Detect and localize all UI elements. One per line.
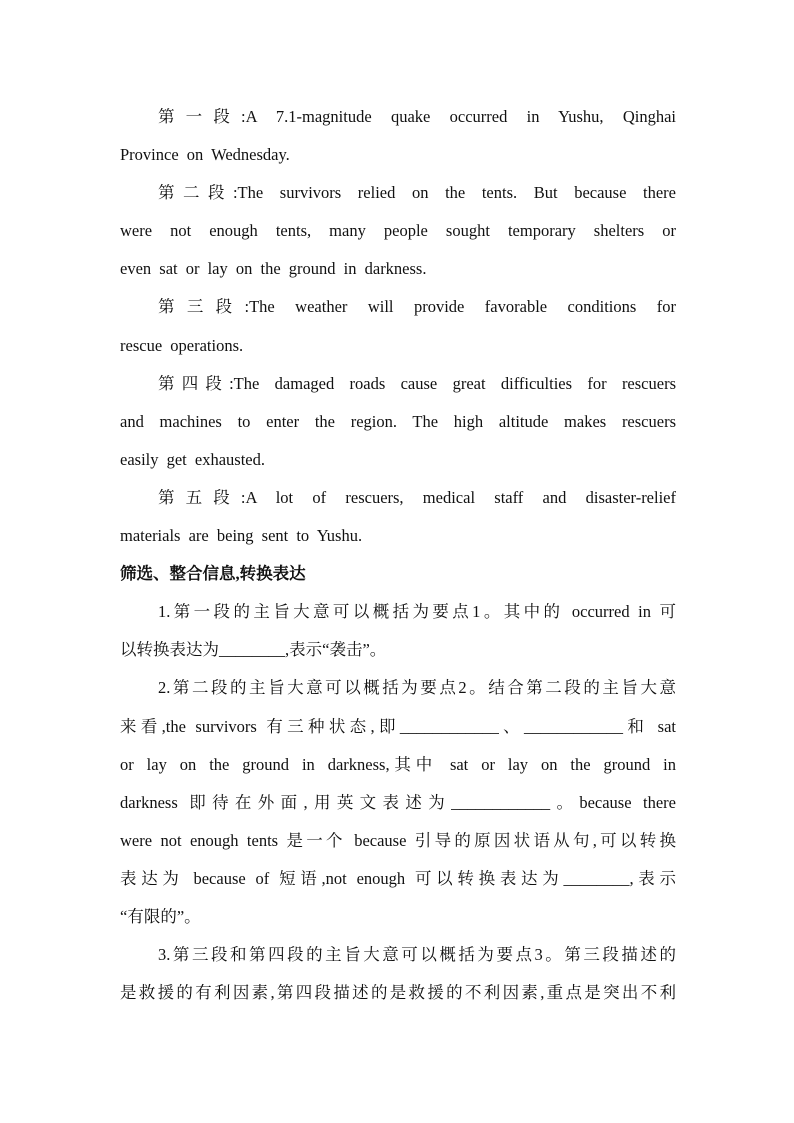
- question-2-line-5: were not enough tents 是一个 because 引导的原因状语从句,可以转换: [120, 830, 676, 850]
- question-2-line-1: 2.第二段的主旨大意可以概括为要点2。结合第二段的主旨大意: [158, 678, 676, 698]
- question-1-line-2: 以转换表达为________,表示“袭击”。: [120, 640, 387, 660]
- paragraph-4-line-1: 第四段:The damaged roads cause great difficulties for rescuers: [158, 373, 676, 393]
- paragraph-2-line-1: 第二段:The survivors relied on the tents. But because there: [158, 183, 676, 203]
- paragraph-1-line-2: Province on Wednesday.: [120, 145, 290, 165]
- question-2-line-6: 表达为 because of 短语,not enough 可以转换表达为________,表示: [120, 868, 676, 888]
- paragraph-2-line-3: even sat or lay on the ground in darkness.: [120, 259, 427, 279]
- paragraph-5-line-2: materials are being sent to Yushu.: [120, 526, 363, 546]
- paragraph-5-line-1: 第五段:A lot of rescuers, medical staff and disaster-relief: [158, 487, 676, 507]
- paragraph-4-line-2: and machines to enter the region. The high altitude makes rescuers: [120, 411, 676, 431]
- paragraph-3-line-2: rescue operations.: [120, 335, 244, 355]
- section-heading: 筛选、整合信息,转换表达: [120, 564, 306, 584]
- document-body: [120, 98, 676, 1012]
- paragraph-4-line-3: easily get exhausted.: [120, 449, 265, 469]
- paragraph-1-line-1: 第一段:A 7.1-magnitude quake occurred in Yushu, Qinghai: [158, 107, 676, 126]
- paragraph-2-line-2: were not enough tents, many people sought temporary shelters or: [120, 221, 676, 241]
- question-3-line-1: 3.第三段和第四段的主旨大意可以概括为要点3。第三段描述的: [158, 945, 676, 965]
- question-2-line-7: “有限的”。: [120, 906, 201, 926]
- question-2-line-4: darkness 即待在外面,用英文表述为____________。because there: [120, 792, 676, 812]
- question-2-line-3: or lay on the ground in darkness,其中 sat or lay on the ground in: [120, 754, 676, 774]
- question-3-line-2: 是救援的有利因素,第四段描述的是救援的不利因素,重点是突出不利: [120, 983, 676, 1003]
- question-2-line-2: 来看,the survivors 有三种状态,即____________、____________和 sat: [120, 716, 676, 736]
- paragraph-3-line-1: 第三段:The weather will provide favorable conditions for: [158, 297, 676, 317]
- question-1-line-1: 1.第一段的主旨大意可以概括为要点1。其中的 occurred in 可: [158, 602, 676, 622]
